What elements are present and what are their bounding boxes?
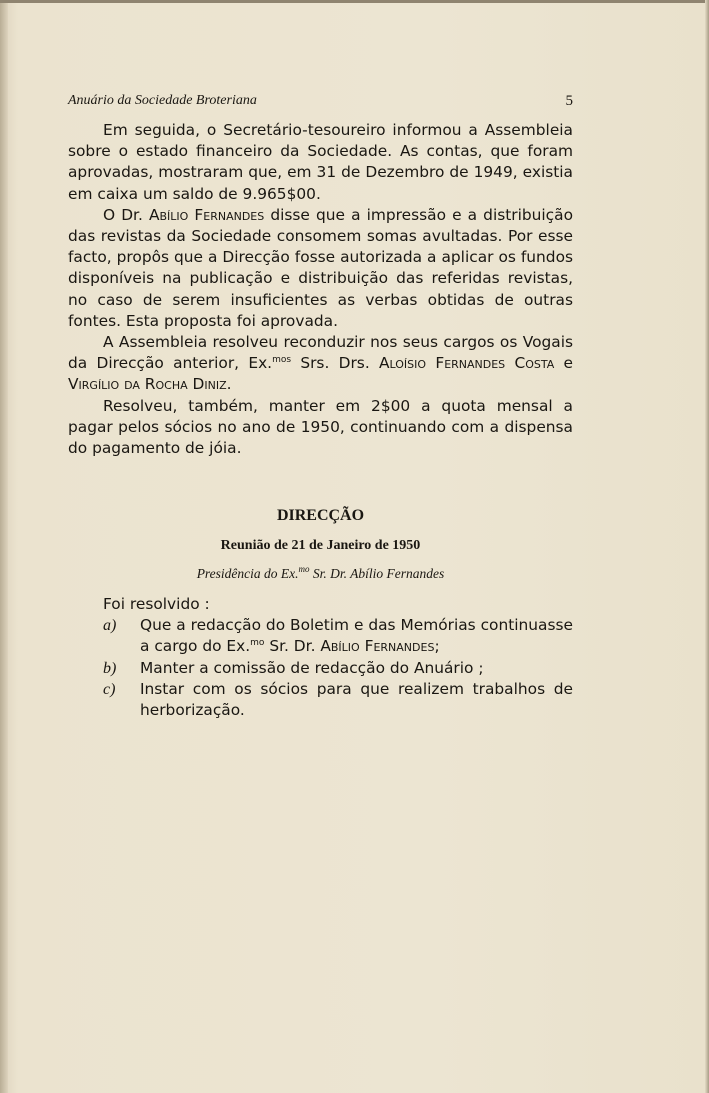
paragraph-finances: Em seguida, o Secretário-tesoureiro informou a Assembleia sobre o estado financeiro da Sociedade. As contas, que foram aprovadas, mostraram que, em 31 de Dezembro de 1949, existia em caixa um saldo de 9.965$00.	[68, 121, 573, 203]
paragraph-proposal: O Dr. Abílio Fernandes disse que a impressão e a distribuição das revistas da Sociedade consomem somas avultadas. Por esse facto, propôs que a Direcção fosse autorizada a aplicar os fundos disponíveis na publicação e distribuição das referidas revistas, no caso de serem insuficientes as verbas obtidas de outras fontes. Esta proposta foi aprovada.	[68, 205, 573, 330]
resolution-item: c) Instar com os sócios para que realizem trabalhos de herborização.	[103, 679, 573, 720]
running-header	[68, 93, 573, 109]
person-name: Abílio Fernandes	[148, 205, 265, 224]
meeting-date: Reunião de 21 de Janeiro de 1950	[220, 538, 421, 553]
resolution-item: a) Que a redacção do Boletim e das Memórias continuasse a cargo do Ex.$^{mo}$ Sr. Dr. Abílio Fernandes;	[103, 616, 573, 656]
body-text	[68, 120, 573, 459]
page-number: 5	[565, 93, 573, 109]
page-right-edge	[705, 0, 709, 1093]
resolution-item: b) Manter a comissão de redacção do Anuário ;	[68, 658, 573, 679]
page-left-edge	[0, 0, 8, 1093]
resolutions-lead: Foi resolvido :	[103, 595, 210, 613]
section-title: DIRECÇÃO	[276, 507, 365, 524]
resolution-list	[68, 615, 573, 721]
paragraph-reappointment: A Assembleia resolveu reconduzir nos seus cargos os Vogais da Direcção anterior, Ex.$^{mos}$ Srs. Drs. Aloísio Fernandes Costa e Virgílio da Rocha Diniz.	[68, 333, 573, 394]
person-name: Aloísio Fernandes Costa	[379, 354, 555, 373]
running-title: Anuário da Sociedade Broteriana	[68, 93, 257, 108]
item-marker: b)	[103, 659, 117, 677]
paragraph-membership-fee: Resolveu, também, manter em 2$00 a quota mensal a pagar pelos sócios no ano de 1950, continuando com a dispensa do pagamento de jóia.	[68, 396, 573, 458]
item-marker: c)	[103, 680, 116, 698]
item-marker: a)	[103, 617, 117, 635]
person-name: Virgílio da Rocha Diniz	[68, 375, 227, 394]
page-top-edge	[0, 0, 709, 3]
resolutions	[68, 594, 573, 721]
person-name: Abílio Fernandes	[320, 637, 435, 656]
presidency-line: Presidência do Ex.$^{mo}$ Sr. Dr. Abílio Fernandes	[196, 564, 445, 581]
